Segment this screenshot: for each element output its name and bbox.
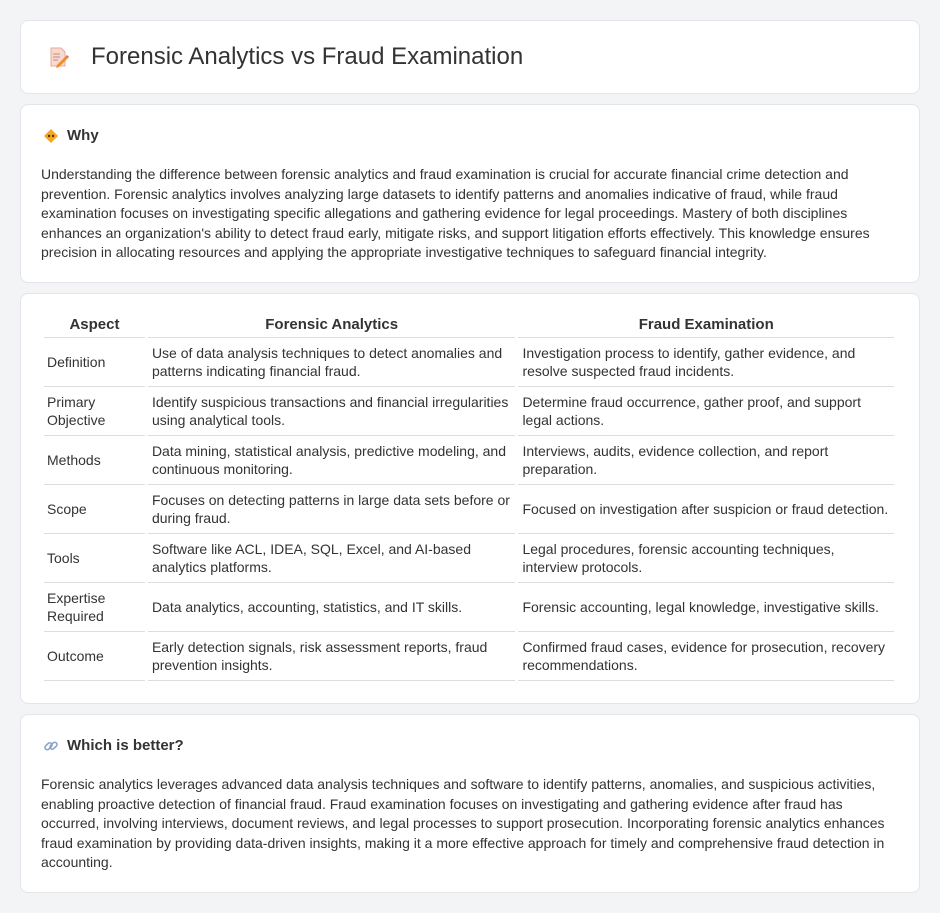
section-title: Why <box>67 127 99 144</box>
table-row <box>44 387 894 436</box>
diamond-warning-icon <box>43 128 59 144</box>
table-row <box>44 485 894 534</box>
forensic-analytics-cell: Identify suspicious transactions and financial irregularities using analytical tools. <box>148 387 516 436</box>
aspect-cell: Expertise Required <box>44 583 145 632</box>
column-header: Forensic Analytics <box>148 314 516 338</box>
forensic-analytics-cell: Early detection signals, risk assessment reports, fraud prevention insights. <box>148 632 516 681</box>
aspect-cell: Definition <box>44 338 145 387</box>
forensic-analytics-cell: Use of data analysis techniques to detect anomalies and patterns indicating financial fraud. <box>148 338 516 387</box>
why-section <box>20 104 920 283</box>
comparison-table <box>41 314 897 681</box>
forensic-analytics-cell: Focuses on detecting patterns in large data sets before or during fraud. <box>148 485 516 534</box>
fraud-examination-cell: Determine fraud occurrence, gather proof, and support legal actions. <box>518 387 894 436</box>
fraud-examination-cell: Investigation process to identify, gather evidence, and resolve suspected fraud incidents. <box>518 338 894 387</box>
column-header: Fraud Examination <box>518 314 894 338</box>
why-text: Understanding the difference between forensic analytics and fraud examination is crucial for accurate financial crime detection and prevention. Forensic analytics involves analyzing large datasets to identify patterns and anomalies indicative of fraud, while fraud examination focuses on investigating specific allegations and gathering evidence for legal proceedings. Mastery of both disciplines enhances an organization's ability to detect fraud early, mitigate risks, and support litigation efforts effectively. This knowledge ensures precision in allocating resources and applying the appropriate investigative techniques to safeguard financial integrity. <box>41 166 870 261</box>
forensic-analytics-cell: Data mining, statistical analysis, predictive modeling, and continuous monitoring. <box>148 436 516 485</box>
better-text: Forensic analytics leverages advanced data analysis techniques and software to identify patterns, anomalies, and suspicious activities, enabling proactive detection of financial fraud. Fraud examination focuses on investigating and gathering evidence after fraud has occurred, involving interviews, document reviews, and legal processes to support prosecution. Incorporating forensic analytics enhances fraud examination by providing data-driven insights, making it a more effective approach for timely and comprehensive fraud detection in accounting. <box>41 776 885 871</box>
fraud-examination-cell: Confirmed fraud cases, evidence for prosecution, recovery recommendations. <box>518 632 894 681</box>
column-header: Aspect <box>44 314 145 338</box>
table-row <box>44 632 894 681</box>
aspect-cell: Tools <box>44 534 145 583</box>
aspect-cell: Scope <box>44 485 145 534</box>
which-is-better-section <box>20 714 920 893</box>
table-header-row <box>44 314 894 338</box>
page-title: Forensic Analytics vs Fraud Examination <box>91 43 524 70</box>
aspect-cell: Outcome <box>44 632 145 681</box>
title-card <box>20 20 920 94</box>
table-row <box>44 338 894 387</box>
aspect-cell: Primary Objective <box>44 387 145 436</box>
fraud-examination-cell: Focused on investigation after suspicion or fraud detection. <box>518 485 894 534</box>
document-pencil-icon <box>47 46 69 68</box>
comparison-section <box>20 293 920 704</box>
table-row <box>44 534 894 583</box>
table-row <box>44 583 894 632</box>
link-icon <box>43 738 59 754</box>
table-row <box>44 436 894 485</box>
fraud-examination-cell: Interviews, audits, evidence collection, and report preparation. <box>518 436 894 485</box>
section-title: Which is better? <box>67 737 184 754</box>
aspect-cell: Methods <box>44 436 145 485</box>
forensic-analytics-cell: Data analytics, accounting, statistics, and IT skills. <box>148 583 516 632</box>
forensic-analytics-cell: Software like ACL, IDEA, SQL, Excel, and AI-based analytics platforms. <box>148 534 516 583</box>
fraud-examination-cell: Forensic accounting, legal knowledge, investigative skills. <box>518 583 894 632</box>
fraud-examination-cell: Legal procedures, forensic accounting techniques, interview protocols. <box>518 534 894 583</box>
